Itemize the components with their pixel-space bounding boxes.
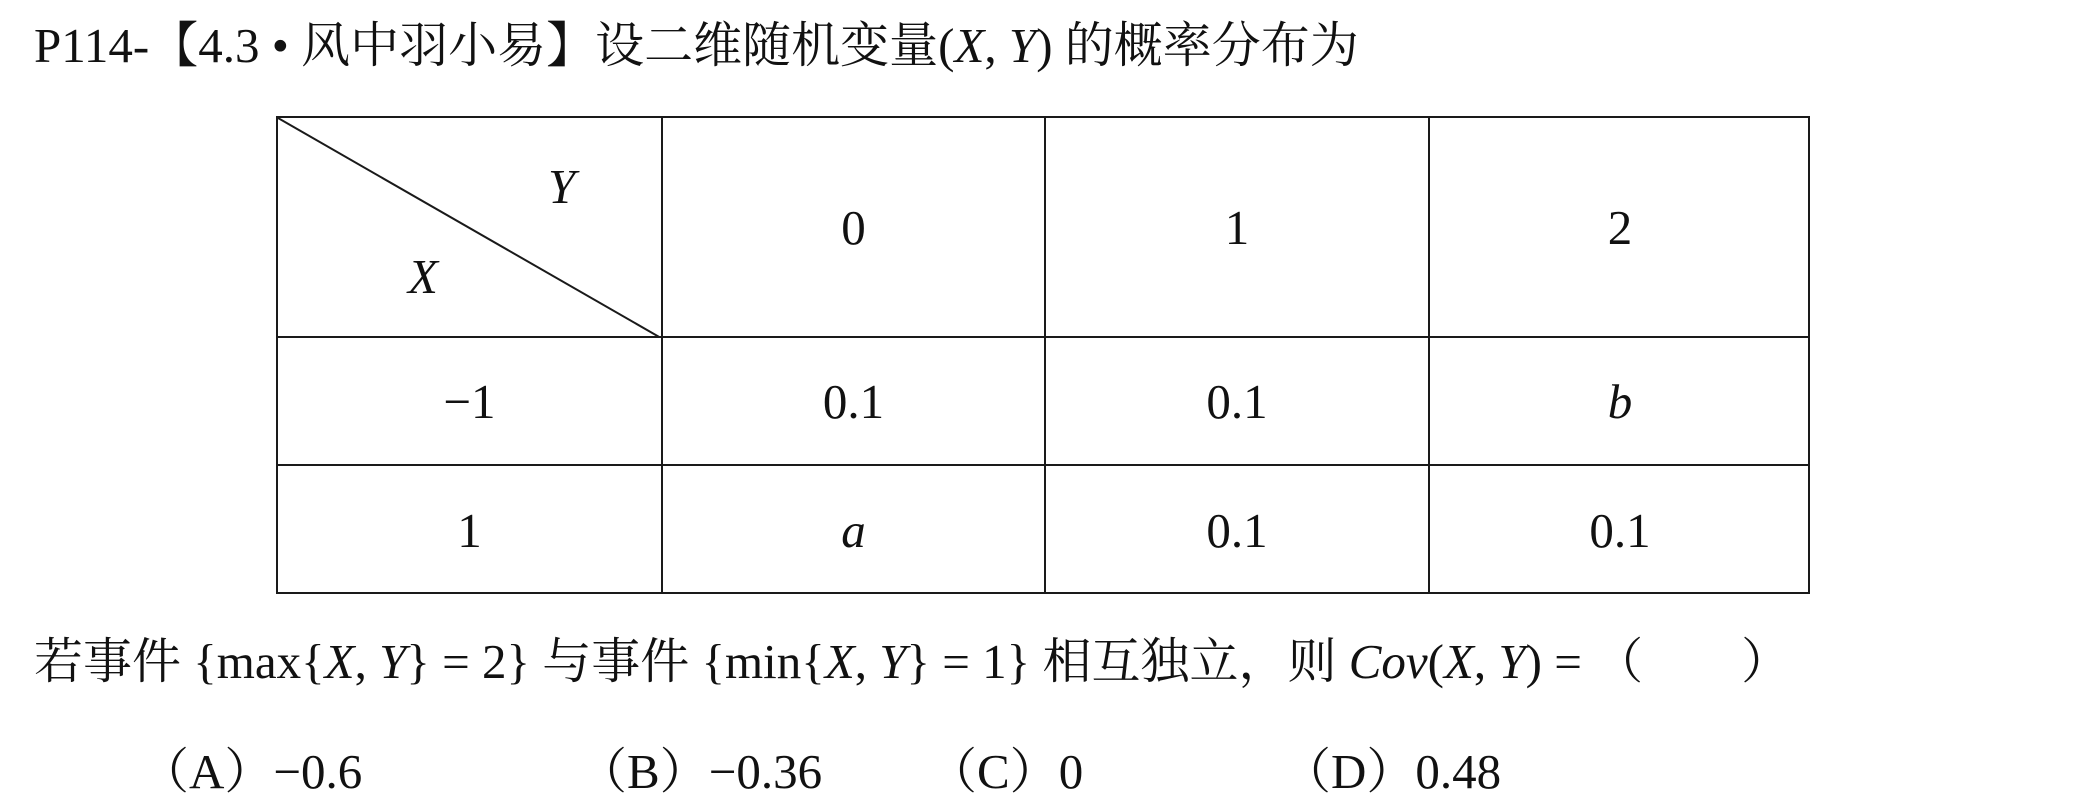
- option-d-label: （D）: [1282, 744, 1416, 799]
- title-suffix: 的概率分布为: [1052, 18, 1359, 73]
- q-y1: Y: [379, 634, 407, 689]
- question-text: [34, 630, 1790, 694]
- cell-r2-c0: a: [841, 502, 866, 558]
- title-var-y: Y: [1008, 18, 1037, 73]
- option-a-label: （A）: [140, 744, 274, 799]
- q-y3: Y: [1498, 634, 1526, 689]
- title-prefix: P114-【4.3 • 风中羽小易】设二维随机变量: [34, 18, 939, 73]
- corner-label-x: X: [408, 249, 438, 304]
- q-x2: X: [824, 634, 855, 689]
- q-c3: ,: [1473, 634, 1499, 689]
- q-y2: Y: [879, 634, 907, 689]
- cell-r1-c1: 0.1: [1206, 373, 1268, 429]
- q-cov: Cov: [1348, 634, 1428, 689]
- option-c-label: （C）: [928, 744, 1059, 799]
- option-b[interactable]: [578, 740, 822, 804]
- col-header-1: 1: [1224, 199, 1250, 255]
- option-d[interactable]: [1282, 740, 1501, 804]
- cell-r1-c2: b: [1607, 373, 1633, 429]
- q-x3: X: [1443, 634, 1474, 689]
- q-part2: } = 2} 与事件 {min{: [406, 634, 825, 689]
- title-paren-open: (: [938, 18, 955, 73]
- q-part5: ) = （ ）: [1525, 634, 1791, 689]
- title-var-x: X: [954, 18, 985, 73]
- q-part1: 若事件 {max{: [34, 634, 325, 689]
- q-c1: ,: [354, 634, 380, 689]
- corner-label-y: Y: [548, 159, 576, 214]
- title-paren-close: ): [1036, 18, 1053, 73]
- cell-r2-c1: 0.1: [1206, 502, 1268, 558]
- q-x1: X: [324, 634, 355, 689]
- option-c[interactable]: [928, 740, 1083, 804]
- q-part4: (: [1427, 634, 1444, 689]
- option-d-value: 0.48: [1415, 744, 1502, 799]
- option-b-label: （B）: [578, 744, 709, 799]
- option-b-value: −0.36: [708, 744, 823, 799]
- probability-table: [276, 116, 1810, 594]
- corner-diagonal-line: [278, 118, 661, 338]
- option-a-value: −0.6: [273, 744, 363, 799]
- problem-title: [34, 14, 1359, 78]
- row-header-1: −1: [443, 373, 496, 429]
- q-c2: ,: [854, 634, 880, 689]
- cell-r1-c0: 0.1: [822, 373, 885, 429]
- title-var-sep: ,: [984, 18, 1009, 73]
- option-c-value: 0: [1058, 744, 1084, 799]
- col-header-2: 2: [1607, 199, 1633, 255]
- row-header-2: 1: [457, 502, 482, 558]
- option-a[interactable]: [140, 740, 362, 804]
- cell-r2-c2: 0.1: [1589, 502, 1651, 558]
- q-part3: } = 1} 相互独立，则: [906, 634, 1349, 689]
- col-header-0: 0: [841, 199, 866, 255]
